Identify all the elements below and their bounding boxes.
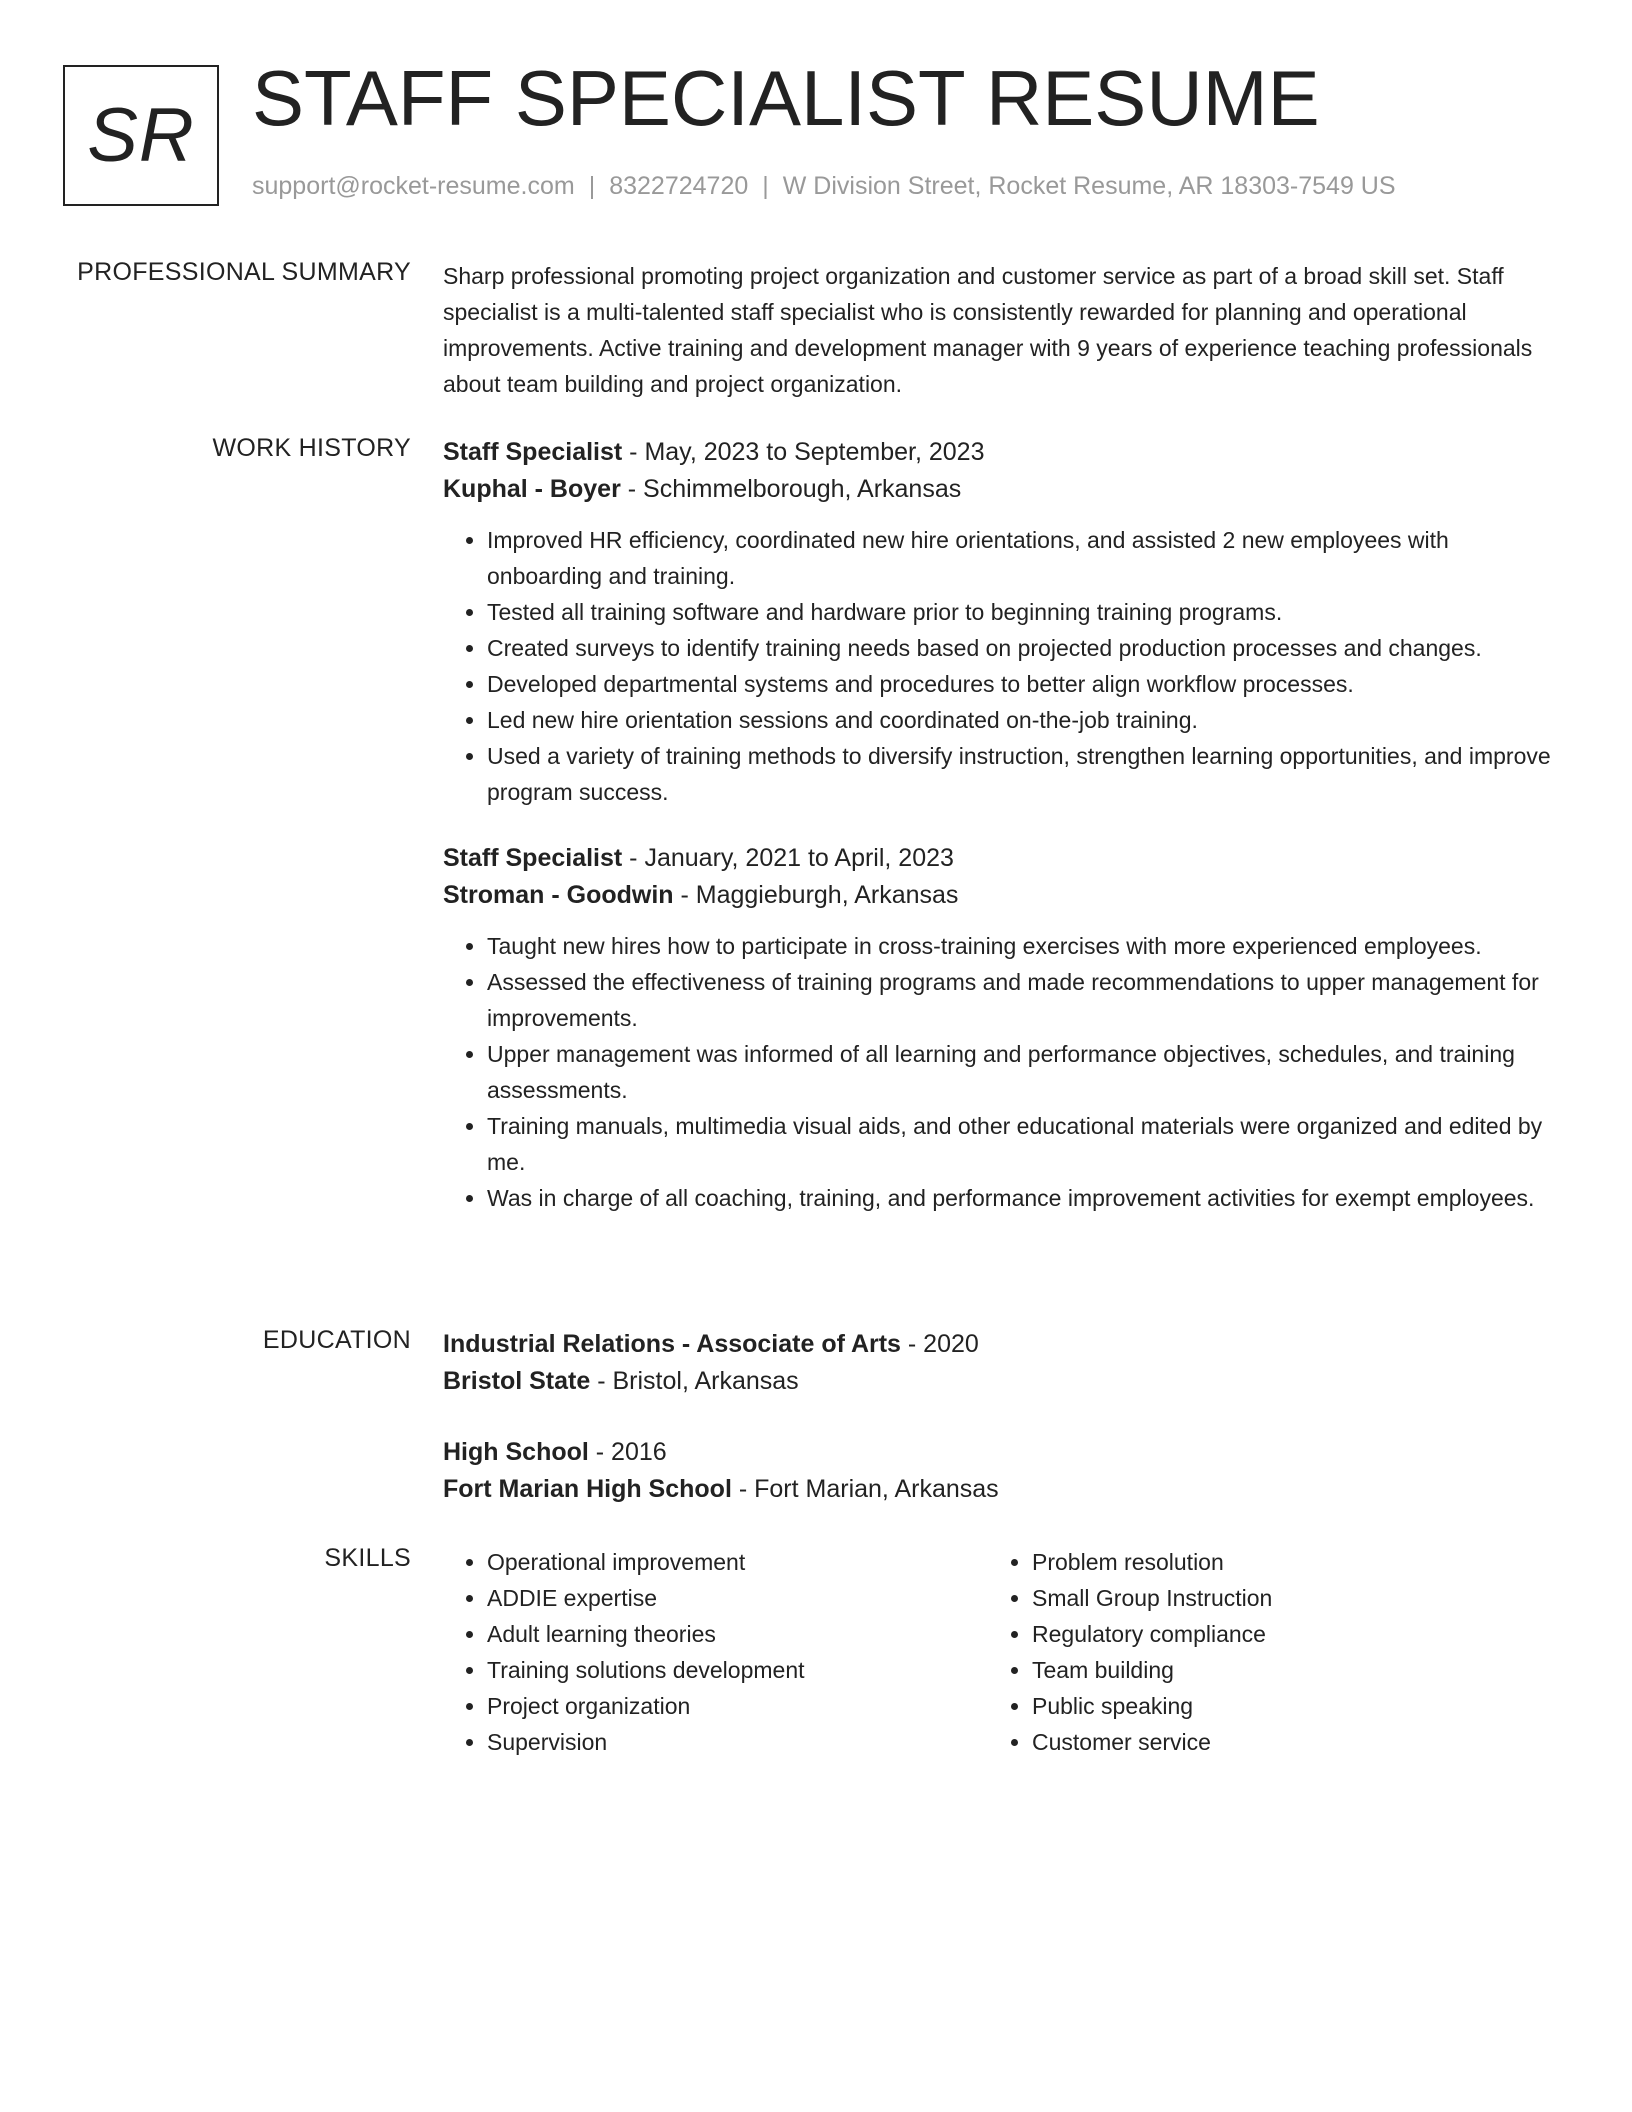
degree: High School: [443, 1438, 589, 1466]
school-location: - Fort Marian, Arkansas: [731, 1475, 999, 1503]
job-dates: - January, 2021 to April, 2023: [622, 844, 954, 872]
job-company: Stroman - Goodwin: [443, 881, 674, 909]
job-bullet: • Upper management was informed of all learning and performance objectives, schedules, and training assessments.: [487, 1036, 1563, 1108]
job-bullet: • Developed departmental systems and procedures to better align workflow processes.: [487, 666, 1563, 702]
job-entry: [443, 840, 1563, 1216]
skill-item: • Customer service: [1032, 1724, 1533, 1760]
skill-item: • Adult learning theories: [487, 1616, 988, 1652]
job-bullets: [443, 522, 1563, 810]
skill-item: • ADDIE expertise: [487, 1580, 988, 1616]
skill-item: • Supervision: [487, 1724, 988, 1760]
skill-item: • Problem resolution: [1032, 1544, 1533, 1580]
job-title-line: [443, 840, 1563, 877]
degree-year: - 2016: [588, 1438, 667, 1466]
job-bullet: • Created surveys to identify training needs based on projected production processes and changes.: [487, 630, 1563, 666]
section-title: SKILLS: [324, 1544, 411, 1572]
monogram: SR: [63, 65, 219, 206]
school: Fort Marian High School: [443, 1475, 732, 1503]
skills-grid: [443, 1544, 1563, 1760]
job-bullet: • Training manuals, multimedia visual aids, and other educational materials were organized and edited by me.: [487, 1108, 1563, 1180]
job-bullet: • Improved HR efficiency, coordinated new hire orientations, and assisted 2 new employees with onboarding and training.: [487, 522, 1563, 594]
skill-item: • Small Group Instruction: [1032, 1580, 1533, 1616]
job-dates: - May, 2023 to September, 2023: [622, 438, 985, 466]
skill-item: • Regulatory compliance: [1032, 1616, 1533, 1652]
education-entry: [443, 1326, 1563, 1400]
job-bullet: • Taught new hires how to participate in cross-training exercises with more experienced employees.: [487, 928, 1563, 964]
skills-column-right: [988, 1544, 1533, 1760]
contact-phone[interactable]: 8322724720: [609, 172, 749, 200]
school-location: - Bristol, Arkansas: [590, 1367, 799, 1395]
section-title: PROFESSIONAL SUMMARY: [77, 258, 411, 286]
skill-item: • Operational improvement: [487, 1544, 988, 1580]
job-bullet: • Was in charge of all coaching, training, and performance improvement activities for exempt employees.: [487, 1180, 1563, 1216]
contact-separator: |: [588, 172, 596, 200]
education-entry: [443, 1434, 1563, 1508]
job-company-line: [443, 877, 1563, 914]
job-location: - Schimmelborough, Arkansas: [620, 475, 962, 503]
job-bullet: • Used a variety of training methods to diversify instruction, strengthen learning opportunities, and improve program success.: [487, 738, 1563, 810]
job-bullet: • Tested all training software and hardware prior to beginning training programs.: [487, 594, 1563, 630]
job-location: - Maggieburgh, Arkansas: [673, 881, 959, 909]
section-title: EDUCATION: [262, 1326, 411, 1354]
summary-text: Sharp professional promoting project organization and customer service as part of a broad skill set. Staff specialist is a multi-talented staff specialist who is consistently rewarded for planning and operational improvements. Active training and development manager with 9 years of experience teaching professionals about team building and project organization.: [443, 263, 1533, 397]
job-bullet: • Assessed the effectiveness of training programs and made recommendations to upper management for improvements.: [487, 964, 1563, 1036]
skill-item: • Project organization: [487, 1688, 988, 1724]
contact-address: W Division Street, Rocket Resume, AR 18303-7549 US: [782, 172, 1396, 200]
school: Bristol State: [443, 1367, 591, 1395]
job-company: Kuphal - Boyer: [443, 475, 621, 503]
school-line: [443, 1471, 1563, 1508]
school-line: [443, 1363, 1563, 1400]
job-bullet: • Led new hire orientation sessions and coordinated on-the-job training.: [487, 702, 1563, 738]
degree-year: - 2020: [900, 1330, 979, 1358]
job-role: Staff Specialist: [443, 438, 623, 466]
contact-line: [252, 172, 1396, 201]
skill-item: • Public speaking: [1032, 1688, 1533, 1724]
degree-line: [443, 1326, 1563, 1363]
contact-separator: |: [762, 172, 769, 200]
skill-item: • Training solutions development: [487, 1652, 988, 1688]
job-title-line: [443, 434, 1563, 471]
section-title: WORK HISTORY: [212, 434, 411, 462]
job-role: Staff Specialist: [443, 844, 623, 872]
job-bullets: [443, 928, 1563, 1216]
degree: Industrial Relations - Associate of Arts: [443, 1330, 901, 1358]
job-entry: [443, 434, 1563, 810]
resume-title: STAFF SPECIALIST RESUME: [252, 54, 1320, 142]
contact-email[interactable]: support@rocket-resume.com: [252, 172, 575, 200]
degree-line: [443, 1434, 1563, 1471]
skill-item: • Team building: [1032, 1652, 1533, 1688]
skills-column-left: [443, 1544, 988, 1760]
job-company-line: [443, 471, 1563, 508]
